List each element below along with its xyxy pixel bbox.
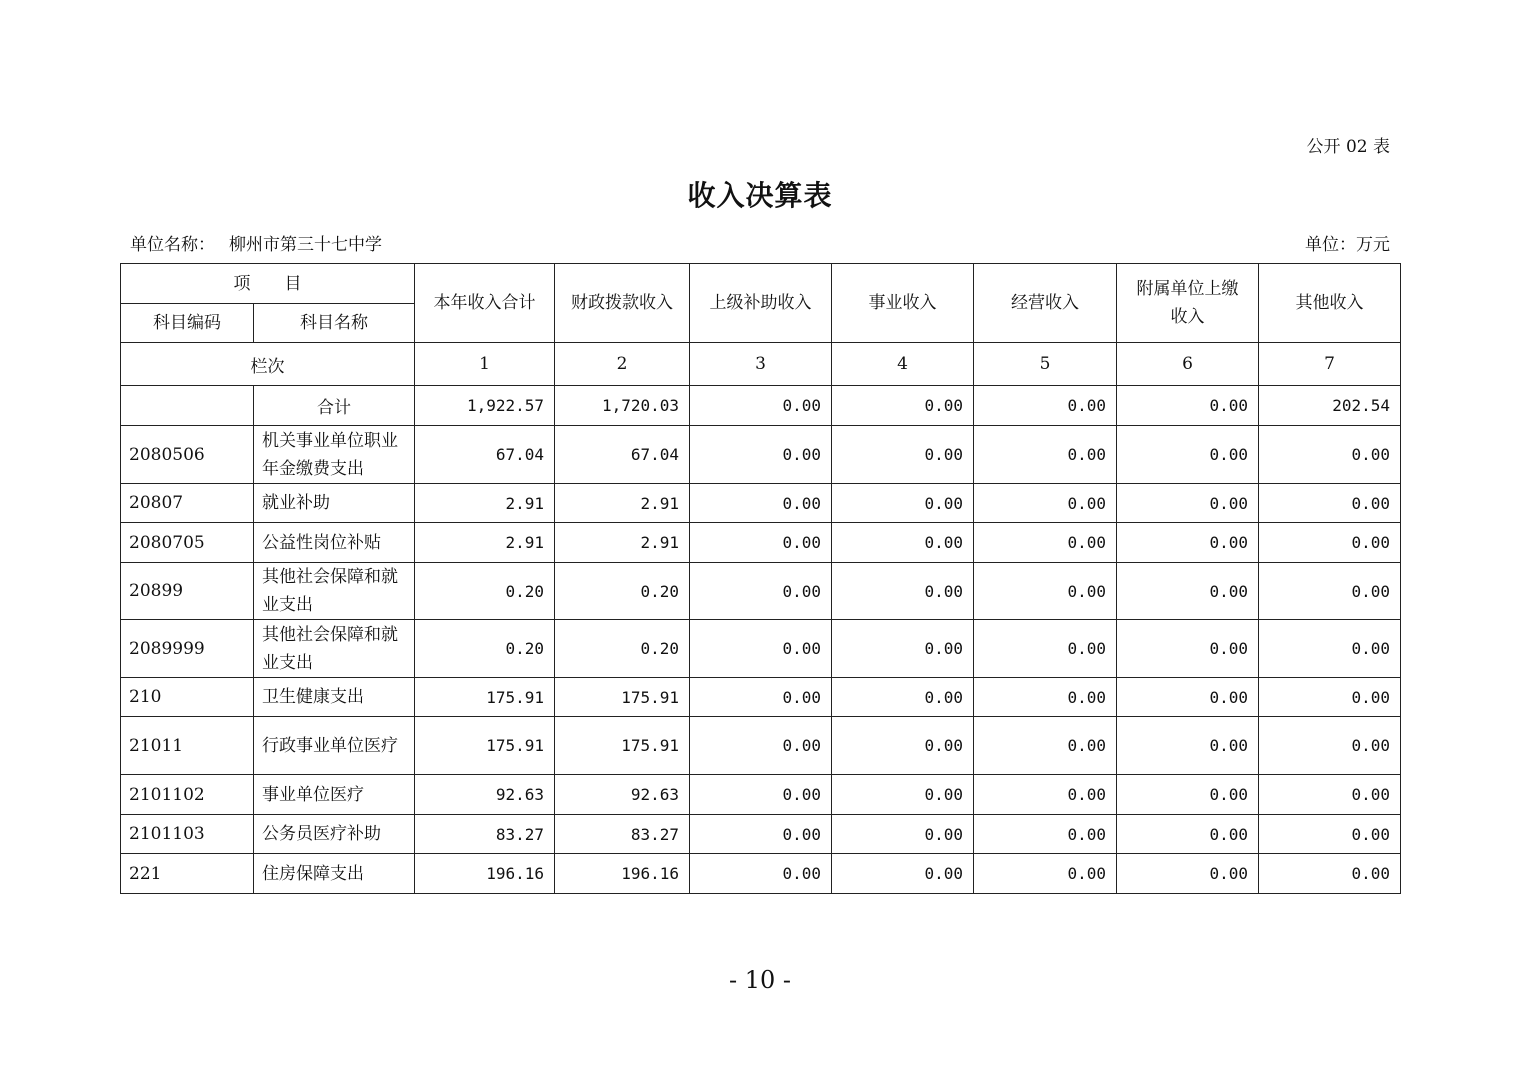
header-code: 科目编码: [121, 304, 254, 343]
row-value: 0.00: [974, 523, 1117, 563]
row-value: 0.00: [1117, 620, 1259, 678]
row-name: 就业补助: [254, 484, 415, 523]
row-value: 0.20: [555, 563, 690, 620]
row-value: 92.63: [555, 775, 690, 815]
header-name: 科目名称: [254, 304, 415, 343]
row-value: 0.00: [690, 775, 832, 815]
table-row: [121, 815, 1401, 854]
row-value: 2.91: [555, 484, 690, 523]
header-col-2: 财政拨款收入: [555, 264, 690, 343]
table-row: [121, 775, 1401, 815]
row-code: 20807: [121, 484, 254, 523]
row-value: 0.00: [832, 426, 974, 484]
row-value: 0.20: [415, 563, 555, 620]
table-body: [121, 386, 1401, 894]
meta-row: [130, 230, 1390, 255]
row-value: 0.00: [832, 678, 974, 717]
row-value: 0.00: [1259, 620, 1401, 678]
row-value: 0.00: [974, 815, 1117, 854]
row-index-5: 5: [974, 343, 1117, 386]
row-value: 0.00: [1117, 678, 1259, 717]
total-value: 1,720.03: [555, 386, 690, 426]
total-value: 0.00: [832, 386, 974, 426]
row-value: 0.00: [832, 523, 974, 563]
row-value: 0.00: [690, 717, 832, 775]
row-value: 2.91: [415, 523, 555, 563]
row-name: 卫生健康支出: [254, 678, 415, 717]
row-value: 0.00: [832, 563, 974, 620]
income-table: [120, 263, 1401, 894]
header-col-6: 附属单位上缴收入: [1117, 264, 1259, 343]
row-value: 0.00: [690, 484, 832, 523]
row-value: 0.20: [555, 620, 690, 678]
row-code: 2089999: [121, 620, 254, 678]
row-code: 21011: [121, 717, 254, 775]
table-row: [121, 523, 1401, 563]
row-name: 机关事业单位职业年金缴费支出: [254, 426, 415, 484]
table-row: [121, 717, 1401, 775]
unit-name: 柳州市第三十七中学: [229, 235, 382, 255]
row-value: 0.00: [690, 426, 832, 484]
row-value: 2.91: [555, 523, 690, 563]
row-value: 0.00: [690, 563, 832, 620]
row-index-1: 1: [415, 343, 555, 386]
row-index-7: 7: [1259, 343, 1401, 386]
row-name: 住房保障支出: [254, 854, 415, 894]
row-value: 0.00: [1117, 854, 1259, 894]
row-value: 0.00: [690, 620, 832, 678]
table-row: [121, 484, 1401, 523]
total-value: 0.00: [974, 386, 1117, 426]
row-value: 0.00: [1117, 775, 1259, 815]
row-value: 0.00: [1117, 815, 1259, 854]
row-code: 210: [121, 678, 254, 717]
table-header: [121, 264, 1401, 386]
row-name: 公益性岗位补贴: [254, 523, 415, 563]
row-name: 公务员医疗补助: [254, 815, 415, 854]
row-code: 20899: [121, 563, 254, 620]
row-value: 0.20: [415, 620, 555, 678]
row-value: 0.00: [832, 854, 974, 894]
row-name: 其他社会保障和就业支出: [254, 620, 415, 678]
row-value: 0.00: [1259, 523, 1401, 563]
header-item: 项 目: [121, 264, 415, 304]
row-value: 67.04: [415, 426, 555, 484]
row-value: 0.00: [1259, 426, 1401, 484]
total-value: 202.54: [1259, 386, 1401, 426]
row-code: 221: [121, 854, 254, 894]
header-col-5: 经营收入: [974, 264, 1117, 343]
total-value: 0.00: [1117, 386, 1259, 426]
row-value: 0.00: [974, 620, 1117, 678]
table-row: [121, 678, 1401, 717]
row-value: 0.00: [1259, 678, 1401, 717]
header-col-3: 上级补助收入: [690, 264, 832, 343]
table-row: [121, 854, 1401, 894]
row-value: 2.91: [415, 484, 555, 523]
page-number: - 10 -: [728, 966, 791, 994]
row-value: 0.00: [974, 717, 1117, 775]
total-label: 合计: [254, 386, 415, 426]
row-name: 事业单位医疗: [254, 775, 415, 815]
header-col-4: 事业收入: [832, 264, 974, 343]
row-value: 0.00: [690, 854, 832, 894]
row-value: 0.00: [974, 854, 1117, 894]
row-value: 196.16: [415, 854, 555, 894]
row-value: 0.00: [832, 717, 974, 775]
row-value: 175.91: [415, 678, 555, 717]
row-value: 0.00: [832, 484, 974, 523]
page-title: 收入决算表: [687, 179, 833, 212]
table-row: [121, 620, 1401, 678]
row-index-6: 6: [1117, 343, 1259, 386]
row-value: 0.00: [1117, 717, 1259, 775]
row-value: 0.00: [832, 815, 974, 854]
row-code: 2101102: [121, 775, 254, 815]
row-value: 0.00: [974, 426, 1117, 484]
row-value: 0.00: [832, 620, 974, 678]
row-value: 0.00: [1117, 426, 1259, 484]
row-value: 0.00: [690, 815, 832, 854]
row-index-4: 4: [832, 343, 974, 386]
total-value: 1,922.57: [415, 386, 555, 426]
row-value: 175.91: [555, 678, 690, 717]
row-value: 0.00: [1259, 717, 1401, 775]
unit-name-block: [130, 230, 382, 255]
row-value: 0.00: [1259, 815, 1401, 854]
row-value: 175.91: [415, 717, 555, 775]
row-value: 0.00: [1117, 523, 1259, 563]
row-value: 0.00: [1259, 563, 1401, 620]
row-value: 196.16: [555, 854, 690, 894]
row-value: 67.04: [555, 426, 690, 484]
row-value: 83.27: [555, 815, 690, 854]
row-index-2: 2: [555, 343, 690, 386]
row-name: 行政事业单位医疗: [254, 717, 415, 775]
unit-label: 单位：万元: [1305, 235, 1390, 255]
row-value: 0.00: [1259, 854, 1401, 894]
row-value: 0.00: [1117, 563, 1259, 620]
row-name: 其他社会保障和就业支出: [254, 563, 415, 620]
row-value: 92.63: [415, 775, 555, 815]
unit-name-label: 单位名称：: [130, 235, 215, 255]
row-value: 0.00: [974, 484, 1117, 523]
row-value: 0.00: [974, 775, 1117, 815]
row-index-3: 3: [690, 343, 832, 386]
table-row: [121, 426, 1401, 484]
form-code: 公开 02 表: [1306, 137, 1390, 157]
row-value: 0.00: [690, 523, 832, 563]
header-col-1: 本年收入合计: [415, 264, 555, 343]
row-code: 2080506: [121, 426, 254, 484]
row-value: 175.91: [555, 717, 690, 775]
row-code: 2080705: [121, 523, 254, 563]
total-code: [121, 386, 254, 426]
total-value: 0.00: [690, 386, 832, 426]
row-value: 0.00: [974, 563, 1117, 620]
row-value: 0.00: [1117, 484, 1259, 523]
row-value: 0.00: [690, 678, 832, 717]
row-code: 2101103: [121, 815, 254, 854]
row-value: 0.00: [1259, 775, 1401, 815]
table-row: [121, 563, 1401, 620]
header-col-7: 其他收入: [1259, 264, 1401, 343]
row-value: 0.00: [832, 775, 974, 815]
row-value: 83.27: [415, 815, 555, 854]
row-value: 0.00: [974, 678, 1117, 717]
total-row: [121, 386, 1401, 426]
row-value: 0.00: [1259, 484, 1401, 523]
row-index-label: 栏次: [121, 343, 415, 386]
